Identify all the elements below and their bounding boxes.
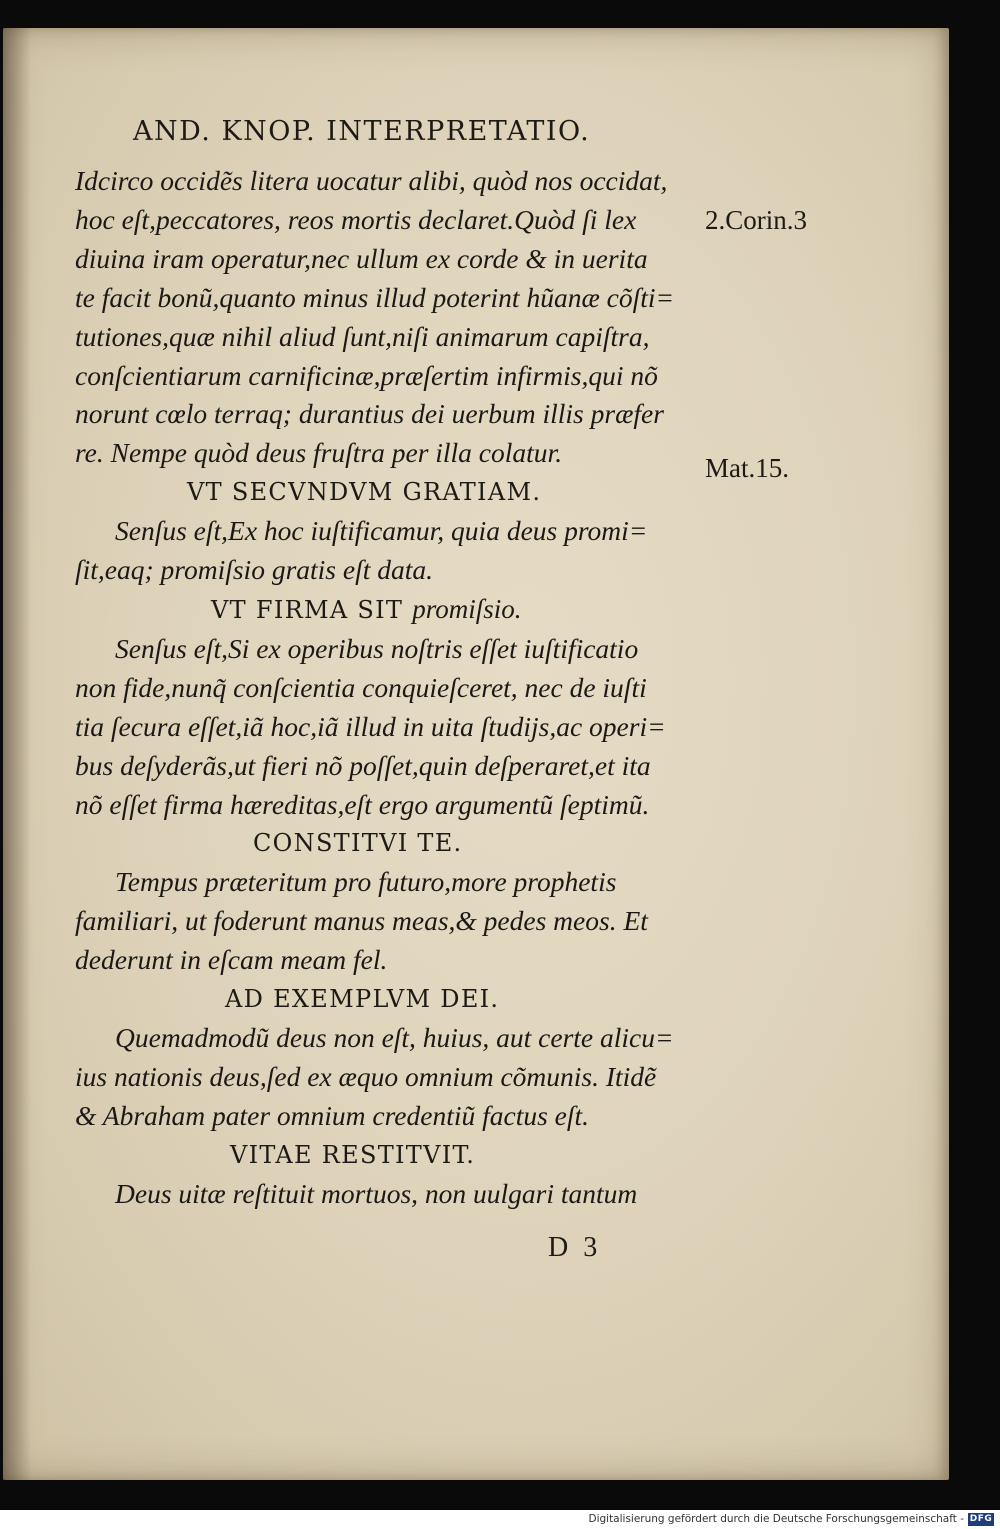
- digitization-footer: [0, 1510, 1000, 1529]
- text-line: Tempus præteritum pro futuro,more prophetis: [115, 866, 617, 898]
- text-line: non fide,nunq̃ conſcientia conquieſceret, nec de iuſti: [75, 671, 647, 703]
- section-heading-constitui-te: CONSTITVI TE.: [253, 829, 463, 858]
- section-heading-firma-sit: [75, 590, 705, 630]
- page-text-block: [75, 162, 705, 1213]
- text-line: Deus uitæ reſtituit mortuos, non uulgari tantum: [115, 1177, 638, 1209]
- text-line: dederunt in eſcam meam fel.: [75, 944, 388, 976]
- text-line: nõ eſſet firma hæreditas,eſt ergo argumentũ ſeptimũ.: [75, 788, 650, 820]
- text-line: Idcirco occidẽs litera uocatur alibi, quòd nos occidat,: [75, 165, 668, 196]
- text-line: Quemadmodũ deus non eſt, huius, aut certe alicu=: [115, 1021, 674, 1053]
- text-line: Senſus eſt,Ex hoc iuſtificamur, quia deus promi=: [115, 515, 648, 547]
- marginal-note-matthew: Mat.15.: [705, 453, 789, 483]
- text-line: tia ſecura eſſet,iã hoc,iã illud in uita ſtudijs,ac operi=: [75, 710, 666, 742]
- text-line: ſit,eaq; promiſsio gratis eſt data.: [75, 554, 434, 586]
- text-line: & Abraham pater omnium credentiũ factus eſt.: [75, 1099, 590, 1131]
- section-heading-secundum-gratiam: VT SECVNDVM GRATIAM.: [187, 478, 542, 507]
- text-line: hoc eſt,peccatores, reos mortis declaret.Quòd ſi lex: [75, 203, 637, 235]
- text-line: norunt cœlo terraq; durantius dei uerbum illis præfer: [75, 398, 664, 430]
- running-head: AND. KNOP. INTERPRETATIO.: [133, 116, 591, 147]
- text-line: familiari, ut foderunt manus meas,& pedes meos. Et: [75, 905, 648, 937]
- text-line: te facit bonũ,quanto minus illud poterint hũanæ cõſti=: [75, 281, 675, 313]
- section-heading-ad-exemplum-dei: AD EXEMPLVM DEI.: [225, 985, 500, 1014]
- dfg-logo-icon: DFG: [969, 1514, 993, 1524]
- text-line: Senſus eſt,Si ex operibus noſtris eſſet iuſtificatio: [115, 632, 639, 664]
- text-line: bus deſyderãs,ut fieri nõ poſſet,quin deſperaret,et ita: [75, 749, 651, 781]
- section-heading-vitae-restituit: VITAE RESTITVIT.: [230, 1140, 476, 1169]
- text-line: diuina iram operatur,nec ullum ex corde & in uerita: [75, 242, 648, 274]
- text-line: tutiones,quæ nihil aliud ſunt,niſi animarum capiſtra,: [75, 320, 650, 352]
- page-gutter-shadow: [3, 28, 31, 1480]
- marginal-note-corinthians: 2.Corin.3: [705, 205, 808, 235]
- heading-caps: VT FIRMA SIT: [211, 595, 404, 624]
- text-line: ius nationis deus,ſed ex æquo omnium cõmunis. Itidẽ: [75, 1060, 657, 1092]
- heading-tail: promiſsio.: [412, 593, 522, 624]
- text-line: conſcientiarum carnificinæ,præſertim infirmis,qui nõ: [75, 359, 658, 391]
- signature-mark: D 3: [548, 1232, 602, 1263]
- footer-credit-text: Digitalisierung gefördert durch die Deutsche Forschungsgemeinschaft -: [588, 1513, 964, 1525]
- text-line: re. Nempe quòd deus fruſtra per illa colatur.: [75, 437, 563, 469]
